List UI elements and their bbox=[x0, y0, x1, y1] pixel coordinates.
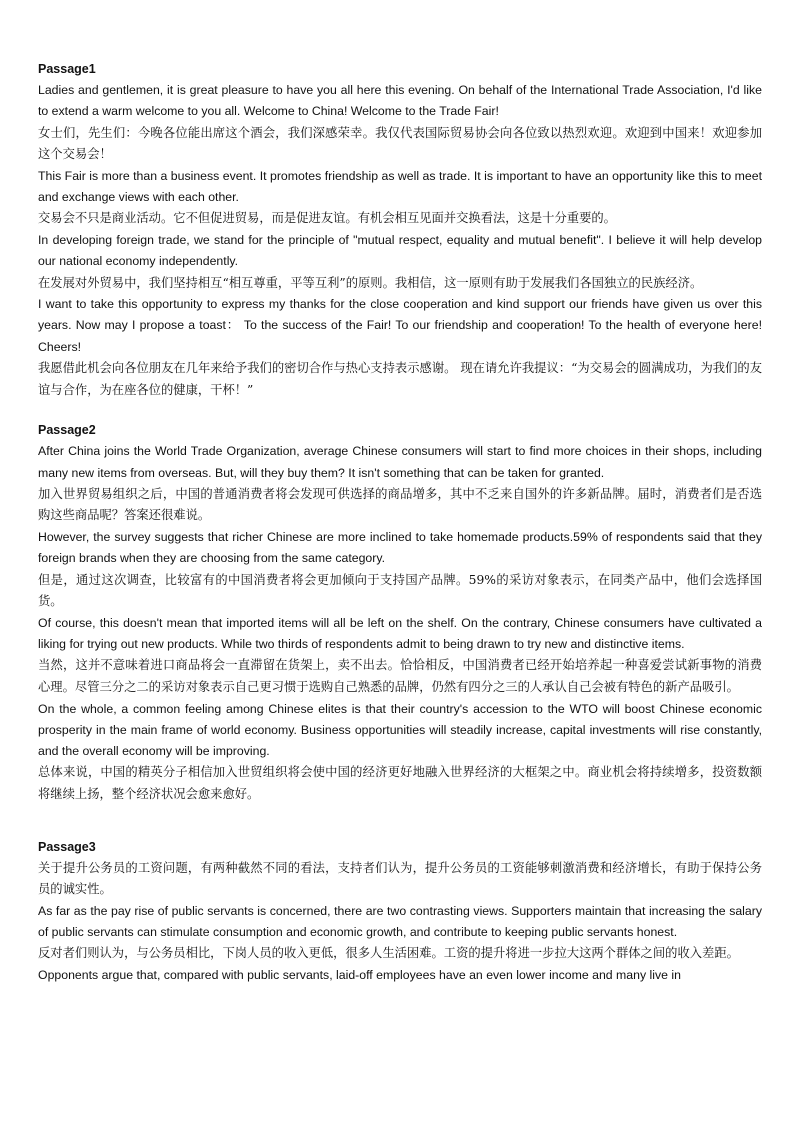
english-paragraph: Opponents argue that, compared with public servants, laid-off employees have an even lower income and many live in bbox=[38, 968, 681, 983]
english-paragraph: On the whole, a common feeling among Chinese elites is that their country's accession to the WTO will boost Chinese economic prosperity in the main frame of world economy. Business opportunities will steadily increase, capital investments will rise constantly, and the overall economy will be improving. bbox=[38, 701, 762, 759]
passage-3 bbox=[38, 836, 762, 987]
passage-title: Passage3 bbox=[38, 839, 96, 854]
chinese-paragraph: 女士们，先生们：今晚各位能出席这个酒会，我们深感荣幸。我仅代表国际贸易协会向各位致以热烈欢迎。欢迎到中国来！欢迎参加这个交易会！ bbox=[38, 125, 762, 162]
section-spacer bbox=[38, 401, 762, 419]
english-paragraph: This Fair is more than a business event. It promotes friendship as well as trade. It is important to have an opportunity like this to meet and exchange views with each other. bbox=[38, 168, 762, 205]
chinese-paragraph: 关于提升公务员的工资问题，有两种截然不同的看法，支持者们认为，提升公务员的工资能够刺激消费和经济增长，有助于保持公务员的诚实性。 bbox=[38, 860, 762, 897]
english-paragraph: In developing foreign trade, we stand for the principle of "mutual respect, equality and mutual benefit". I believe it will help develop our national economy independently. bbox=[38, 232, 762, 269]
english-paragraph: As far as the pay rise of public servants is concerned, there are two contrasting views. Supporters maintain that increasing the salary of public servants can stimulate consumption and economic growth, and contribute to keeping public servants honest. bbox=[38, 903, 762, 940]
chinese-paragraph: 当然，这并不意味着进口商品将会一直滞留在货架上，卖不出去。恰恰相反，中国消费者已经开始培养起一种喜爱尝试新事物的消费心理。尽管三分之二的采访对象表示自己更习惯于选购自己熟悉的品牌，仍然有四分之三的人承认自己会被有特色的新产品吸引。 bbox=[38, 658, 762, 694]
chinese-paragraph: 反对者们则认为，与公务员相比，下岗人员的收入更低，很多人生活困难。工资的提升将进一步拉大这两个群体之间的收入差距。 bbox=[38, 946, 739, 961]
chinese-paragraph: 在发展对外贸易中，我们坚持相互“相互尊重，平等互利”的原则。我相信，这一原则有助于发展我们各国独立的民族经济。 bbox=[38, 275, 703, 290]
chinese-paragraph: 我愿借此机会向各位朋友在几年来给予我们的密切合作与热心支持表示感谢。 现在请允许我提议：“为交易会的圆满成功，为我们的友谊与合作，为在座各位的健康，干杯！” bbox=[38, 361, 762, 397]
chinese-paragraph: 交易会不只是商业活动。它不但促进贸易，而是促进友谊。有机会相互见面并交换看法，这是十分重要的。 bbox=[38, 211, 616, 226]
english-paragraph: After China joins the World Trade Organization, average Chinese consumers will start to find more choices in their shops, including many new items from overseas. But, will they buy them? It isn't something that can be taken for granted. bbox=[38, 444, 762, 480]
english-paragraph: I want to take this opportunity to express my thanks for the close cooperation and kind support our friends have given us over this years. Now may I propose a toast： To the success of the Fair! To our friendship and cooperation! To the health of everyone here! Cheers! bbox=[38, 297, 762, 354]
english-paragraph: However, the survey suggests that richer Chinese are more inclined to take homemade products.59% of respondents said that they foreign brands when they are choosing from the same category. bbox=[38, 530, 762, 566]
english-paragraph: Of course, this doesn't mean that imported items will all be left on the shelf. On the contrary, Chinese consumers have cultivated a liking for trying out new products. While two thirds of respondents admit to being drawn to try new and distinctive items. bbox=[38, 615, 762, 652]
chinese-paragraph: 加入世界贸易组织之后，中国的普通消费者将会发现可供选择的商品增多，其中不乏来自国外的许多新品牌。届时，消费者们是否选购这些商品呢？答案还很难说。 bbox=[38, 486, 762, 523]
passage-title: Passage1 bbox=[38, 62, 96, 76]
document-page bbox=[38, 58, 762, 986]
passage-title: Passage2 bbox=[38, 423, 96, 438]
chinese-paragraph: 总体来说，中国的精英分子相信加入世贸组织将会使中国的经济更好地融入世界经济的大框架之中。商业机会将持续增多，投资数额将继续上扬，整个经济状况会愈来愈好。 bbox=[38, 765, 762, 802]
section-spacer bbox=[38, 806, 762, 836]
passage-1 bbox=[38, 58, 762, 401]
english-paragraph: Ladies and gentlemen, it is great pleasure to have you all here this evening. On behalf of the International Trade Association, I'd like to extend a warm welcome to you all. Welcome to China! Welcome to the Trade Fair! bbox=[38, 83, 762, 119]
chinese-paragraph: 但是，通过这次调查，比较富有的中国消费者将会更加倾向于支持国产品牌。59%的采访对象表示，在同类产品中，他们会选择国货。 bbox=[38, 572, 762, 609]
passage-2 bbox=[38, 419, 762, 805]
